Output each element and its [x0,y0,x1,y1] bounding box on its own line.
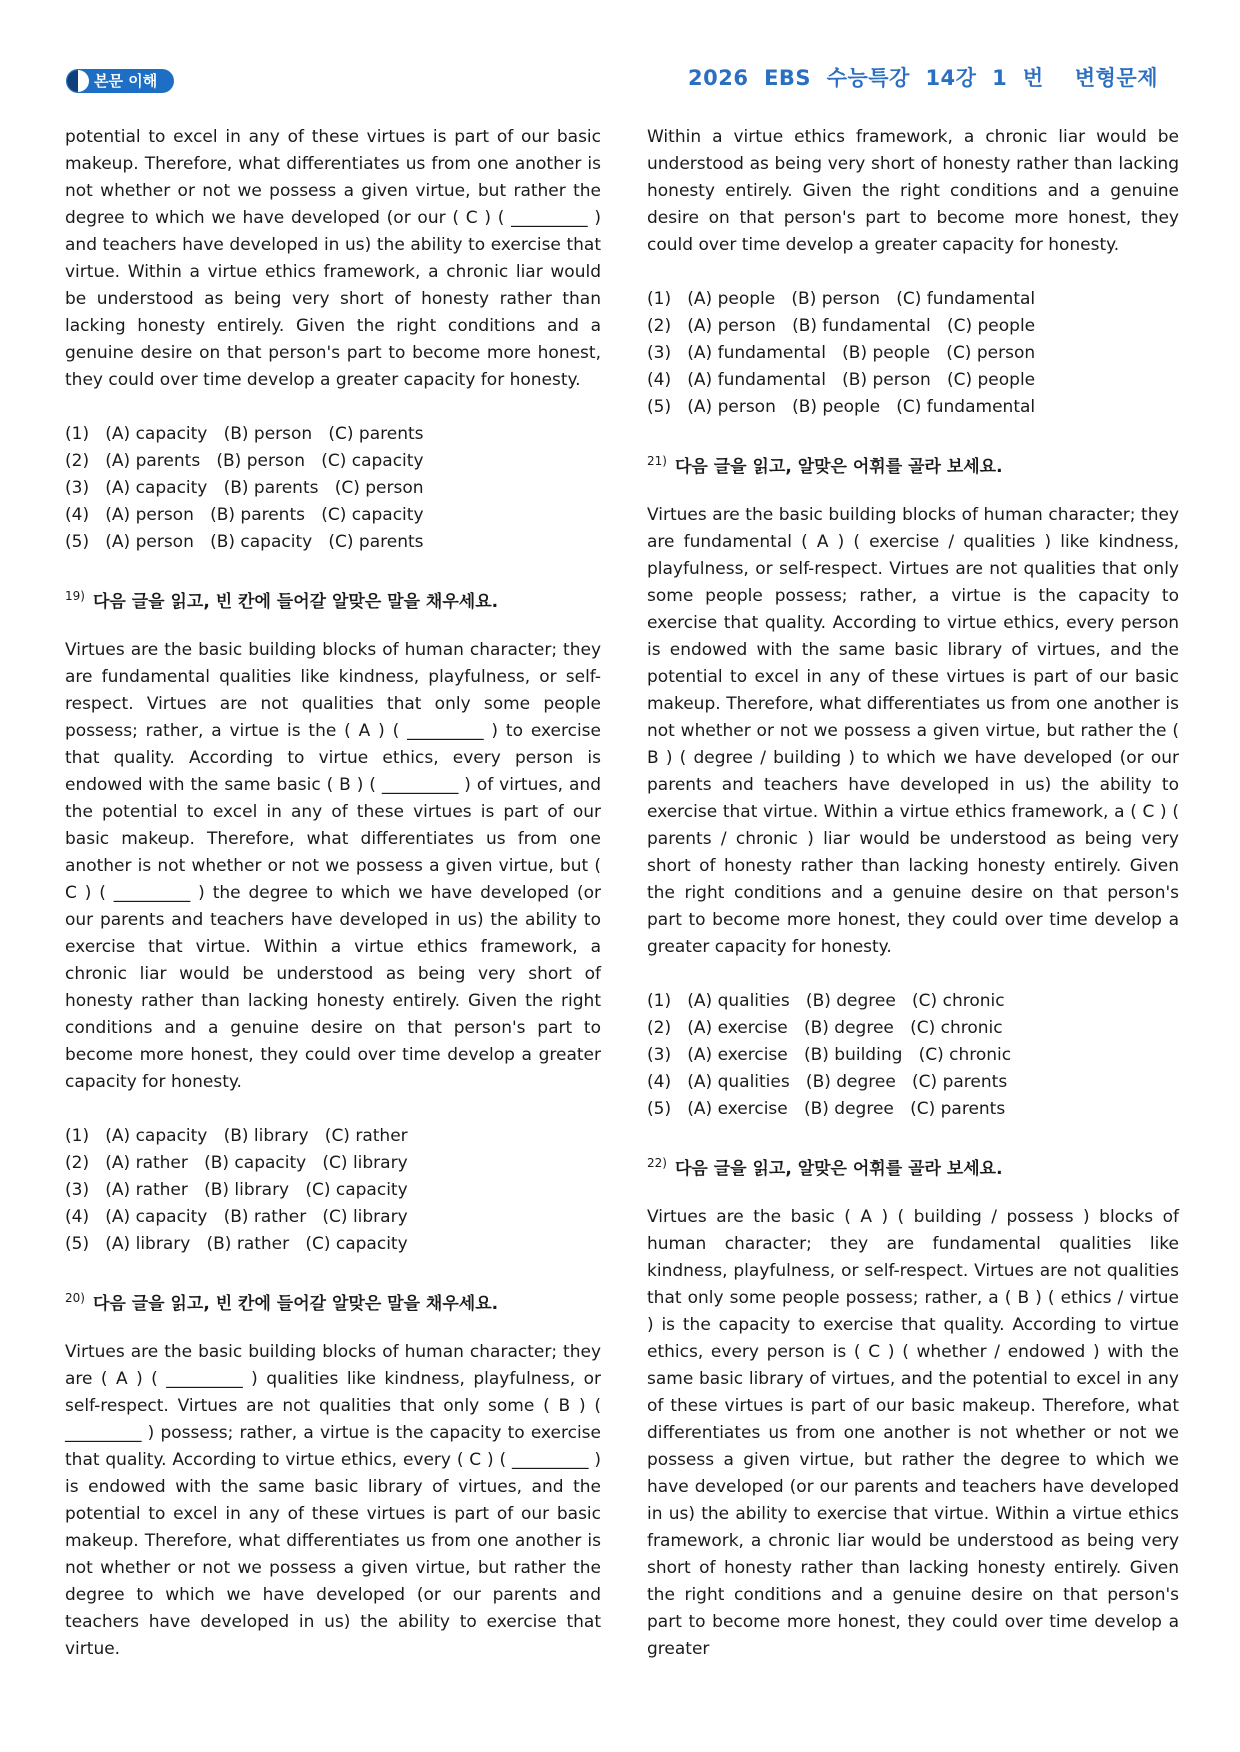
option-1: (1) (A) capacity (B) person (C) parents [65,424,424,444]
question-20-passage: Virtues are the basic building blocks of human character; they are ( A ) ( _________ ) qualities like kindness, playfulness, or self-respect. Virtues are not qualities that only some ( B ) ( _________ ) possess; rather, a virtue is the capacity to exercise that quality. According to virtue ethics, every ( C ) ( _________ ) is endowed with the same basic library of virtues, and the potential to excel in any of these virtues is part of our basic makeup. Therefore, what differentiates us from one another is not whether or not we possess a given virtue, but rather the degree to which we have developed (or our parents and teachers have developed in us) the ability to exercise that virtue. [65,1342,601,1659]
question-22-passage: Virtues are the basic ( A ) ( building / possess ) blocks of human character; they are fundamental qualities like kindness, playfulness, or self-respect. Virtues are not qualities that only some people possess; rather, a ( B ) ( ethics / virtue ) is the capacity to exercise that quality. According to virtue ethics, every person is ( C ) ( whether / endowed ) with the same basic library of virtues, and the potential to excel in any of these virtues is part of our basic makeup. Therefore, what differentiates us from one another is not whether or not we possess a given virtue, but rather the degree to which we have developed (or our parents and teachers have developed in us) the ability to exercise that virtue. Within a virtue ethics framework, a chronic liar would be understood as being very short of honesty rather than lacking honesty entirely. Given the right conditions and a genuine desire on that person's part to become more honest, they could over time develop a greater [647,1207,1179,1659]
option-1: (1) (A) capacity (B) library (C) rather [65,1126,408,1146]
question-19-options [65,1123,601,1258]
option-5: (5) (A) library (B) rather (C) capacity [65,1234,408,1254]
question-21-passage: Virtues are the basic building blocks of human character; they are fundamental ( A ) ( exercise / qualities ) like kindness, playfulness, or self-respect. Virtues are not qualities that only some people possess; rather, a virtue is the capacity to exercise that quality. According to virtue ethics, every person is endowed with the same basic library of virtues, and the potential to excel in any of these virtues is part of our basic makeup. Therefore, what differentiates us from one another is not whether or not we possess a given virtue, but rather the ( B ) ( degree / building ) to which we have developed (or our parents and teachers have developed in us) the ability to exercise that virtue. Within a virtue ethics framework, a ( C ) ( parents / chronic ) liar would be understood as being very short of honesty rather than lacking honesty entirely. Given the right conditions and a genuine desire on that person's part to become more honest, they could over time develop a greater capacity for honesty. [647,505,1179,957]
question-21-heading [647,448,1179,475]
question-instruction: 다음 글을 읽고, 알맞은 어휘를 골라 보세요. [674,457,1003,477]
question-21-options [647,988,1179,1123]
question-instruction: 다음 글을 읽고, 빈 칸에 들어갈 알맞은 말을 채우세요. [92,1294,499,1314]
option-4: (4) (A) qualities (B) degree (C) parents [647,1072,1008,1092]
question-instruction: 다음 글을 읽고, 빈 칸에 들어갈 알맞은 말을 채우세요. [92,592,499,612]
option-2: (2) (A) person (B) fundamental (C) people [647,316,1036,336]
question-19-passage: Virtues are the basic building blocks of human character; they are fundamental qualities like kindness, playfulness, or self-respect. Virtues are not qualities that only some people possess; rather, a virtue is the ( A ) ( _________ ) to exercise that quality. According to virtue ethics, every person is endowed with the same basic ( B ) ( _________ ) of virtues, and the potential to excel in any of these virtues is part of our basic makeup. Therefore, what differentiates us from one another is not whether or not we possess a given virtue, but ( C ) ( _________ ) the degree to which we have developed (or our parents and teachers have developed in us) the ability to exercise that virtue. Within a virtue ethics framework, a chronic liar would be understood as being very short of honesty rather than lacking honesty entirely. Given the right conditions and a genuine desire on that person's part to become more honest, they could over time develop a greater capacity for honesty. [65,640,601,1092]
question-22-heading [647,1150,1179,1177]
option-2: (2) (A) exercise (B) degree (C) chronic [647,1018,1003,1038]
question-18-options [65,421,601,556]
option-2: (2) (A) parents (B) person (C) capacity [65,451,424,471]
badge-label: 본문 이해 [94,72,158,90]
option-4: (4) (A) capacity (B) rather (C) library [65,1207,408,1227]
question-number: 22) [647,1156,667,1170]
question-number: 21) [647,454,667,468]
option-4: (4) (A) fundamental (B) person (C) people [647,370,1036,390]
question-20-heading [65,1285,601,1312]
section-badge [66,69,174,93]
question-number: 20) [65,1291,85,1305]
option-5: (5) (A) exercise (B) degree (C) parents [647,1099,1006,1119]
option-3: (3) (A) capacity (B) parents (C) person [65,478,424,498]
question-20-options [647,286,1179,421]
right-column [647,124,1179,1690]
document-title: 2026 EBS 수능특강 14강 1 번 변형문제 [688,66,1158,90]
left-column [65,124,601,1690]
half-circle-icon [66,69,92,93]
question-20-passage-continuation: Within a virtue ethics framework, a chronic liar would be understood as being very short of honesty rather than lacking honesty entirely. Given the right conditions and a genuine desire on that person's part to become more honest, they could over time develop a greater capacity for honesty. [647,127,1179,255]
option-3: (3) (A) exercise (B) building (C) chronic [647,1045,1012,1065]
option-3: (3) (A) rather (B) library (C) capacity [65,1180,408,1200]
page-header [0,0,1240,110]
question-number: 19) [65,589,85,603]
option-1: (1) (A) people (B) person (C) fundamental [647,289,1036,309]
option-5: (5) (A) person (B) people (C) fundamental [647,397,1036,417]
question-19-heading [65,583,601,610]
question-18-passage-continuation: potential to excel in any of these virtues is part of our basic makeup. Therefore, what differentiates us from one another is not whether or not we possess a given virtue, but rather the degree to which we have developed (or our ( C ) ( _________ ) and teachers have developed in us) the ability to exercise that virtue. Within a virtue ethics framework, a chronic liar would be understood as being very short of honesty rather than lacking honesty entirely. Given the right conditions and a genuine desire on that person's part to become more honest, they could over time develop a greater capacity for honesty. [65,127,601,390]
option-3: (3) (A) fundamental (B) people (C) person [647,343,1036,363]
option-1: (1) (A) qualities (B) degree (C) chronic [647,991,1005,1011]
option-5: (5) (A) person (B) capacity (C) parents [65,532,424,552]
option-2: (2) (A) rather (B) capacity (C) library [65,1153,408,1173]
question-instruction: 다음 글을 읽고, 알맞은 어휘를 골라 보세요. [674,1159,1003,1179]
option-4: (4) (A) person (B) parents (C) capacity [65,505,424,525]
